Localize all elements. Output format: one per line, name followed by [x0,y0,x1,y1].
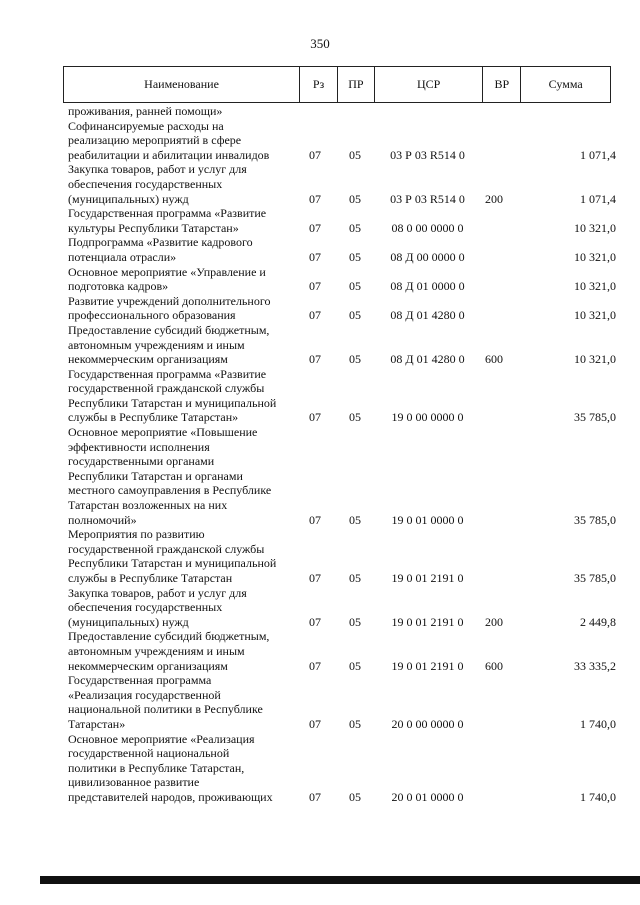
row-name-line: Государственная программа «Развитие [68,206,267,221]
table-row [68,586,628,630]
table-row [68,104,628,119]
row-rz: 07 [309,571,321,585]
row-rz: 07 [309,279,321,294]
row-name [68,235,293,264]
row-pr: 05 [349,147,361,162]
row-csr: 03 Р 03 R514 0 [390,147,465,162]
row-rz: 07 [309,614,321,629]
row-csr: 08 Д 01 4280 0 [390,308,465,323]
table-row [68,119,628,163]
row-name-line: Татарстан» [68,716,126,731]
row-name-line: государственной национальной [68,746,230,761]
row-name-line: полномочий» [68,512,137,527]
row-name-line: «Реализация государственной [68,687,221,702]
row-name-line: Мероприятия по развитию [68,527,205,542]
row-csr: 08 Д 00 0000 0 [390,249,465,264]
row-name-line: (муниципальных) нужд [68,191,189,206]
row-sum: 10 321,0 [574,308,616,323]
row-name [68,586,293,630]
row-name [68,732,293,805]
row-rz: 07 [309,249,321,264]
row-sum: 10 321,0 [574,220,616,235]
row-name-line: Развитие учреждений дополнительного [68,293,271,308]
row-name [68,104,293,119]
row-rz: 07 [309,410,321,425]
row-pr: 05 [349,220,361,235]
row-name-line: профессионального образования [68,308,236,323]
row-pr: 05 [349,658,361,673]
row-name [68,206,293,235]
row-sum: 10 321,0 [574,249,616,264]
row-pr: 05 [349,249,361,264]
table-row [68,206,628,235]
row-csr: 08 Д 01 4280 0 [390,352,465,367]
table-row [68,265,628,294]
row-name-line: государственной гражданской службы [68,381,265,396]
row-pr: 05 [349,352,361,367]
table-body [68,104,628,805]
row-csr: 08 0 00 0000 0 [391,220,464,235]
row-name-line: службы в Республике Татарстан» [68,410,239,425]
row-csr: 19 0 01 0000 0 [391,512,464,527]
row-csr: 08 Д 01 0000 0 [390,279,465,294]
row-vr: 200 [485,191,503,206]
table-row [68,323,628,367]
row-sum: 1 740,0 [580,789,616,804]
row-pr: 05 [349,410,361,425]
row-name-line: реализацию мероприятий в сфере [68,133,242,148]
row-rz: 07 [309,191,321,206]
row-rz: 07 [309,308,321,323]
row-name-line: цивилизованное развитие [68,775,200,790]
row-name-line: Закупка товаров, работ и услуг для [68,585,247,600]
row-name [68,294,293,323]
row-name-line: Подпрограмма «Развитие кадрового [68,235,253,250]
row-name-line: Основное мероприятие «Реализация [68,731,255,746]
row-rz: 07 [309,512,321,527]
row-name [68,425,293,527]
row-name-line: Государственная программа «Развитие [68,366,267,381]
row-name-line: местного самоуправления в Республике [68,483,272,498]
header-pr: ПР [337,67,374,102]
row-name-line: Республики Татарстан и муниципальной [68,556,277,571]
table-header [63,66,611,103]
row-name [68,323,293,367]
row-csr: 19 0 01 2191 0 [391,571,464,585]
row-name [68,673,293,731]
row-rz: 07 [309,716,321,731]
row-name-line: реабилитации и абилитации инвалидов [68,147,270,162]
row-vr: 200 [485,614,503,629]
row-pr: 05 [349,279,361,294]
row-name-line: Татарстан возложенных на них [68,498,228,513]
table-row [68,162,628,206]
row-name-line: национальной политики в Республике [68,702,263,717]
row-name [68,527,293,585]
row-pr: 05 [349,614,361,629]
row-name-line: Основное мероприятие «Управление и [68,264,266,279]
row-name-line: Основное мероприятие «Повышение [68,425,258,440]
row-sum: 1 740,0 [580,716,616,731]
row-name-line: Закупка товаров, работ и услуг для [68,162,247,177]
row-csr: 19 0 00 0000 0 [391,410,464,425]
row-pr: 05 [349,191,361,206]
row-name-line: Государственная программа [68,673,212,688]
row-csr: 03 Р 03 R514 0 [390,191,465,206]
row-name-line: государственной гражданской службы [68,541,265,556]
row-pr: 05 [349,571,361,585]
row-name-line: некоммерческим организациям [68,658,228,673]
row-name [68,265,293,294]
row-name-line: Предоставление субсидий бюджетным, [68,322,270,337]
row-pr: 05 [349,789,361,804]
row-sum: 35 785,0 [574,571,616,585]
row-rz: 07 [309,658,321,673]
row-rz: 07 [309,352,321,367]
header-csr: ЦСР [374,67,483,102]
row-name-line: Республики Татарстан и муниципальной [68,395,277,410]
row-vr: 600 [485,658,503,673]
row-name [68,629,293,673]
row-name-line: культуры Республики Татарстан» [68,220,239,235]
row-name-line: обеспечения государственных [68,176,223,191]
row-pr: 05 [349,512,361,527]
table-row [68,235,628,264]
row-rz: 07 [309,147,321,162]
table-row [68,629,628,673]
row-sum: 10 321,0 [574,352,616,367]
scan-edge [40,876,640,884]
row-name-line: государственными органами [68,454,215,469]
header-name: Наименование [144,77,219,91]
row-name-line: представителей народов, проживающих [68,789,273,804]
row-sum: 10 321,0 [574,279,616,294]
row-csr: 19 0 01 2191 0 [391,614,464,629]
row-sum: 2 449,8 [580,614,616,629]
row-sum: 33 335,2 [574,658,616,673]
row-name-line: некоммерческим организациям [68,352,228,367]
row-name-line: проживания, ранней помощи» [68,104,223,118]
row-name [68,119,293,163]
row-sum: 1 071,4 [580,147,616,162]
row-pr: 05 [349,716,361,731]
row-name-line: Софинансируемые расходы на [68,118,224,133]
table-row [68,527,628,585]
header-sum: Сумма [520,67,610,102]
row-name-line: политики в Республике Татарстан, [68,760,245,775]
table-row [68,732,628,805]
table-row [68,673,628,731]
row-sum: 35 785,0 [574,512,616,527]
row-name-line: автономным учреждениям и иным [68,643,245,658]
row-name-line: Предоставление субсидий бюджетным, [68,629,270,644]
row-name-line: обеспечения государственных [68,600,223,615]
row-sum: 1 071,4 [580,191,616,206]
row-name [68,162,293,206]
row-csr: 20 0 01 0000 0 [391,789,464,804]
row-name-line: службы в Республике Татарстан [68,571,233,585]
row-rz: 07 [309,220,321,235]
row-name [68,367,293,425]
row-name-line: эффективности исполнения [68,439,210,454]
row-name-line: подготовка кадров» [68,279,169,294]
row-pr: 05 [349,308,361,323]
row-rz: 07 [309,789,321,804]
header-rz: Рз [299,67,337,102]
row-vr: 600 [485,352,503,367]
header-vr: ВР [482,67,520,102]
row-name-line: Республики Татарстан и органами [68,468,243,483]
row-csr: 20 0 00 0000 0 [391,716,464,731]
row-name-line: (муниципальных) нужд [68,614,189,629]
page-number: 350 [310,36,330,51]
row-csr: 19 0 01 2191 0 [391,658,464,673]
row-name-line: автономным учреждениям и иным [68,337,245,352]
table-row [68,294,628,323]
table-row [68,425,628,527]
row-name-line: потенциала отрасли» [68,249,177,264]
row-sum: 35 785,0 [574,410,616,425]
table-row [68,367,628,425]
